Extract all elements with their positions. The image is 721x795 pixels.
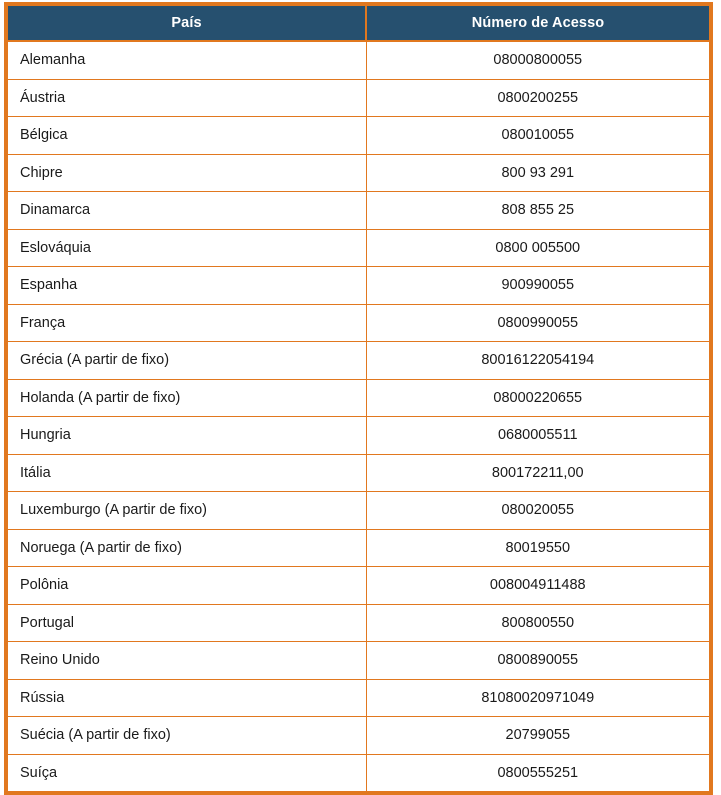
- cell-access-number: 080010055: [366, 117, 711, 155]
- table-row: [6, 567, 711, 605]
- cell-access-number: 80016122054194: [366, 342, 711, 380]
- cell-access-number: 0800890055: [366, 642, 711, 680]
- cell-access-number: 008004911488: [366, 567, 711, 605]
- cell-access-number: 81080020971049: [366, 679, 711, 717]
- cell-access-number: 20799055: [366, 717, 711, 755]
- cell-access-number: 808 855 25: [366, 192, 711, 230]
- cell-access-number: 800 93 291: [366, 154, 711, 192]
- table-row: [6, 117, 711, 155]
- cell-country: França: [6, 304, 366, 342]
- table-row: [6, 754, 711, 793]
- cell-country: Suíça: [6, 754, 366, 793]
- cell-country: Luxemburgo (A partir de fixo): [6, 492, 366, 530]
- cell-access-number: 900990055: [366, 267, 711, 305]
- cell-access-number: 0800200255: [366, 79, 711, 117]
- access-numbers-table-container: [4, 2, 713, 795]
- cell-country: Portugal: [6, 604, 366, 642]
- table-row: [6, 229, 711, 267]
- cell-country: Dinamarca: [6, 192, 366, 230]
- table-row: [6, 154, 711, 192]
- column-header-number: Número de Acesso: [366, 4, 711, 41]
- cell-access-number: 08000800055: [366, 41, 711, 79]
- column-header-country: País: [6, 4, 366, 41]
- table-header: [6, 4, 711, 41]
- cell-access-number: 0800 005500: [366, 229, 711, 267]
- cell-access-number: 0680005511: [366, 417, 711, 455]
- table-row: [6, 79, 711, 117]
- table-row: [6, 717, 711, 755]
- cell-access-number: 800172211,00: [366, 454, 711, 492]
- cell-country: Espanha: [6, 267, 366, 305]
- cell-country: Eslováquia: [6, 229, 366, 267]
- table-row: [6, 454, 711, 492]
- table-header-row: [6, 4, 711, 41]
- cell-country: Alemanha: [6, 41, 366, 79]
- table-row: [6, 379, 711, 417]
- table-row: [6, 492, 711, 530]
- table-row: [6, 267, 711, 305]
- table-row: [6, 304, 711, 342]
- cell-country: Holanda (A partir de fixo): [6, 379, 366, 417]
- cell-access-number: 080020055: [366, 492, 711, 530]
- cell-country: Noruega (A partir de fixo): [6, 529, 366, 567]
- cell-country: Reino Unido: [6, 642, 366, 680]
- table-row: [6, 529, 711, 567]
- table-row: [6, 41, 711, 79]
- cell-access-number: 08000220655: [366, 379, 711, 417]
- cell-country: Suécia (A partir de fixo): [6, 717, 366, 755]
- table-row: [6, 604, 711, 642]
- cell-access-number: 0800990055: [366, 304, 711, 342]
- cell-country: Polônia: [6, 567, 366, 605]
- cell-access-number: 800800550: [366, 604, 711, 642]
- access-numbers-table: [4, 2, 713, 795]
- cell-country: Rússia: [6, 679, 366, 717]
- table-row: [6, 192, 711, 230]
- table-row: [6, 679, 711, 717]
- table-row: [6, 642, 711, 680]
- cell-country: Chipre: [6, 154, 366, 192]
- cell-access-number: 0800555251: [366, 754, 711, 793]
- cell-country: Áustria: [6, 79, 366, 117]
- cell-country: Grécia (A partir de fixo): [6, 342, 366, 380]
- table-row: [6, 342, 711, 380]
- cell-country: Bélgica: [6, 117, 366, 155]
- cell-country: Hungria: [6, 417, 366, 455]
- table-body: [6, 41, 711, 793]
- table-row: [6, 417, 711, 455]
- cell-country: Itália: [6, 454, 366, 492]
- cell-access-number: 80019550: [366, 529, 711, 567]
